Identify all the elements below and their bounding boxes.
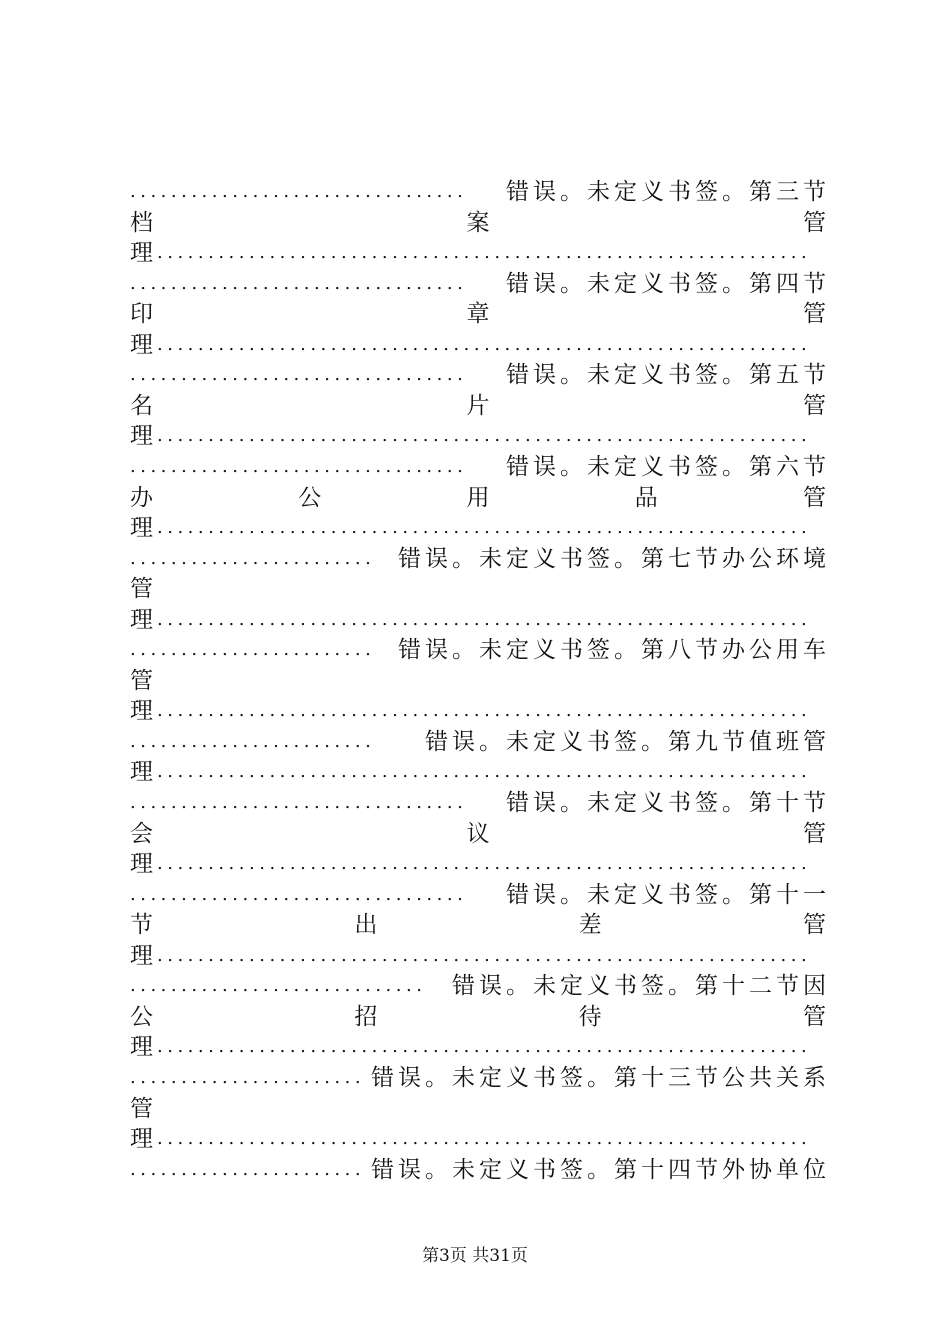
toc-entry-text: 错误。未定义书签。第四节	[506, 270, 830, 297]
toc-leader-dots: ................................................................	[157, 1128, 812, 1150]
toc-leader-dots: ................................................................	[157, 1036, 812, 1058]
toc-line	[130, 268, 830, 300]
toc-entry-char: 管	[802, 912, 830, 939]
toc-line	[130, 298, 830, 330]
toc-entry-text: 错误。未定义书签。第十二节因	[452, 973, 830, 1000]
toc-entry-char: 案	[466, 209, 494, 236]
toc-entry-char: 理	[130, 331, 157, 358]
toc-leader-dots: ................................................................	[157, 853, 812, 875]
toc-line	[130, 207, 830, 239]
toc-entry-char: 理	[130, 423, 157, 450]
toc-line	[130, 1154, 830, 1186]
toc-line	[130, 1093, 830, 1125]
toc-line	[130, 482, 830, 514]
toc-entry-char: 品	[634, 484, 662, 511]
toc-entry-char: 管	[802, 1003, 830, 1030]
toc-line	[130, 665, 830, 697]
toc-leader-dots: .......................	[130, 1158, 366, 1180]
toc-entry-char: 公	[298, 484, 326, 511]
toc-line	[130, 726, 830, 758]
toc-entry-char: 会	[130, 820, 157, 847]
toc-entry-char: 用	[466, 484, 494, 511]
toc-entry-char: 理	[130, 606, 157, 633]
toc-entry-text: 错误。未定义书签。第十三节公共关系	[371, 1064, 830, 1091]
toc-entry-char: 理	[130, 1034, 157, 1061]
toc-entry-text: 错误。未定义书签。第十四节外协单位	[371, 1156, 830, 1183]
toc-leader-dots: ................................................................	[157, 517, 812, 539]
toc-entry-char: 办	[130, 484, 157, 511]
toc-line	[130, 1001, 830, 1033]
toc-entry-char: 公	[130, 1003, 157, 1030]
toc-line	[130, 1062, 830, 1094]
toc-line	[130, 573, 830, 605]
toc-entry-text: 错误。未定义书签。第十一	[506, 881, 830, 908]
toc-leader-dots: .................................	[130, 883, 468, 905]
toc-line	[130, 848, 830, 880]
toc-entry-char: 差	[578, 912, 606, 939]
toc-leader-dots: ................................................................	[157, 761, 812, 783]
toc-leader-dots: .............................	[130, 975, 427, 997]
toc-leader-dots: ................................................................	[157, 700, 812, 722]
toc-line	[130, 604, 830, 636]
toc-line	[130, 420, 830, 452]
toc-entry-char: 管	[803, 484, 830, 511]
toc-entry-char: 名	[130, 392, 157, 419]
toc-line	[130, 695, 830, 727]
toc-leader-dots: ................................................................	[157, 242, 812, 264]
toc-entry-text: 错误。未定义书签。第九节值班管	[425, 728, 830, 755]
toc-line	[130, 879, 830, 911]
toc-entry-text: 错误。未定义书签。第八节办公用车	[398, 637, 830, 664]
toc-leader-dots: ................................................................	[157, 608, 812, 630]
toc-entry-char: 理	[130, 851, 157, 878]
toc-entry-text: 错误。未定义书签。第五节	[506, 362, 830, 389]
toc-leader-dots: ........................	[130, 730, 376, 752]
toc-entry-char: 管	[130, 576, 157, 603]
toc-line	[130, 359, 830, 391]
toc-entry-char: 理	[130, 240, 157, 267]
toc-leader-dots: .................................	[130, 364, 468, 386]
toc-leader-dots: ................................................................	[157, 333, 812, 355]
toc-entry-char: 理	[130, 1126, 157, 1153]
toc-line	[130, 970, 830, 1002]
toc-entry-text: 错误。未定义书签。第三节	[506, 179, 830, 205]
toc-line	[130, 1123, 830, 1155]
toc-entry-char: 管	[803, 301, 830, 328]
toc-line	[130, 451, 830, 483]
toc-line	[130, 756, 830, 788]
toc-leader-dots: ........................	[130, 547, 376, 569]
toc-entry-text: 错误。未定义书签。第十节	[506, 790, 830, 816]
toc-entry-char: 档	[130, 209, 157, 236]
toc-line	[130, 390, 830, 422]
toc-line	[130, 818, 830, 850]
toc-line	[130, 543, 830, 575]
toc-entry-char: 出	[354, 912, 382, 939]
toc-line	[130, 329, 830, 361]
toc-entry-char: 理	[130, 759, 157, 786]
toc-leader-dots: .................................	[130, 181, 468, 202]
toc-line	[130, 512, 830, 544]
toc-leader-dots: ................................................................	[157, 425, 812, 447]
toc-line	[130, 176, 830, 208]
toc-line	[130, 909, 830, 941]
toc-entry-char: 片	[466, 392, 494, 419]
toc-entry-char: 理	[130, 698, 157, 725]
toc-entry-text: 错误。未定义书签。第七节办公环境	[398, 545, 830, 572]
toc-line	[130, 1031, 830, 1063]
toc-entry-char: 管	[803, 209, 830, 236]
toc-entry-char: 招	[354, 1003, 382, 1030]
toc-entry-char: 议	[466, 820, 494, 847]
toc-entry-char: 理	[130, 942, 157, 969]
toc-leader-dots: .................................	[130, 792, 468, 813]
toc-entry-char: 印	[130, 301, 157, 328]
toc-entry-char: 管	[130, 667, 157, 694]
toc-leader-dots: .......................	[130, 1066, 366, 1088]
toc-line	[130, 237, 830, 269]
toc-leader-dots: .................................	[130, 455, 468, 477]
toc-entry-char: 管	[803, 820, 830, 847]
page-footer: 第3页 共31页	[422, 1246, 528, 1266]
toc-line	[130, 940, 830, 972]
toc-entry-char: 管	[803, 392, 830, 419]
toc-entry-char: 管	[130, 1095, 157, 1122]
toc-entry-char: 待	[578, 1003, 606, 1030]
toc-entry-char: 理	[130, 515, 157, 542]
toc-leader-dots: ........................	[130, 639, 376, 661]
toc-entry-char: 章	[466, 301, 494, 328]
toc-line	[130, 634, 830, 666]
toc-leader-dots: .................................	[130, 272, 468, 294]
toc-line	[130, 787, 830, 819]
toc-entry-text: 错误。未定义书签。第六节	[506, 453, 830, 480]
toc-leader-dots: ................................................................	[157, 944, 812, 966]
toc-entry-char: 节	[130, 912, 157, 939]
